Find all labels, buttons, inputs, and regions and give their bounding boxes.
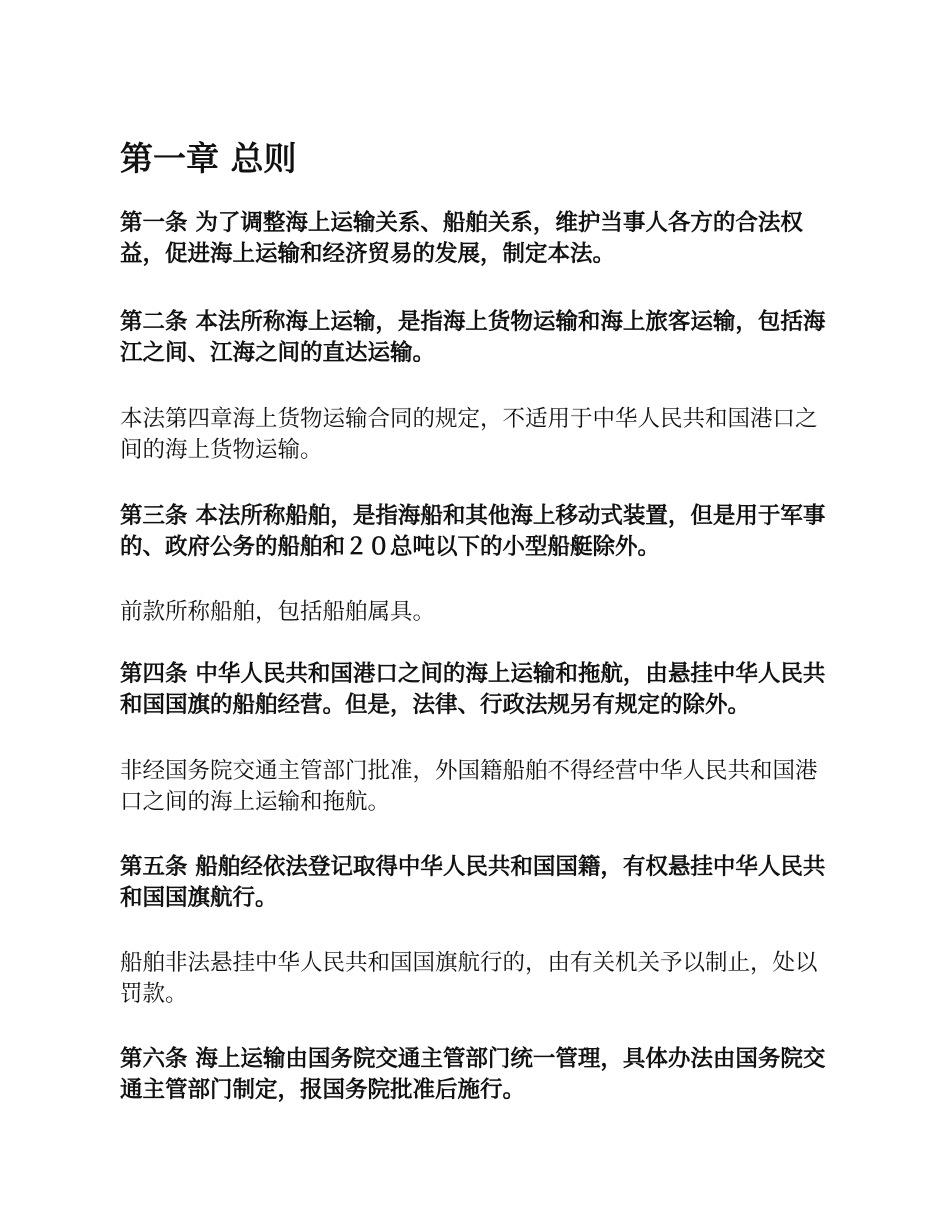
chapter-title: 第一章 总则 bbox=[120, 139, 297, 178]
article-2-paragraph-2: 本法第四章海上货物运输合同的规定，不适用于中华人民共和国港口之间的海上货物运输。 bbox=[120, 406, 818, 463]
article-6: 第六条 海上运输由国务院交通主管部门统一管理，具体办法由国务院交通主管部门制定，报国务院批准后施行。 bbox=[120, 1046, 826, 1103]
article-3-paragraph-2: 前款所称船舶，包括船舶属具。 bbox=[120, 599, 436, 625]
article-5: 第五条 船舶经依法登记取得中华人民共和国国籍，有权悬挂中华人民共和国国旗航行。 bbox=[120, 854, 826, 911]
article-4-paragraph-2: 非经国务院交通主管部门批准，外国籍船舶不得经营中华人民共和国港口之间的海上运输和拖航。 bbox=[120, 758, 818, 815]
article-3: 第三条 本法所称船舶，是指海船和其他海上移动式装置，但是用于军事的、政府公务的船舶和２０总吨以下的小型船艇除外。 bbox=[120, 503, 826, 560]
article-1: 第一条 为了调整海上运输关系、船舶关系，维护当事人各方的合法权益，促进海上运输和经济贸易的发展，制定本法。 bbox=[120, 210, 803, 267]
article-2: 第二条 本法所称海上运输，是指海上货物运输和海上旅客运输，包括海江之间、江海之间的直达运输。 bbox=[120, 309, 826, 366]
article-5-paragraph-2: 船舶非法悬挂中华人民共和国国旗航行的，由有关机关予以制止，处以罚款。 bbox=[120, 950, 818, 1007]
article-4: 第四条 中华人民共和国港口之间的海上运输和拖航，由悬挂中华人民共和国国旗的船舶经营。但是，法律、行政法规另有规定的除外。 bbox=[120, 661, 826, 718]
